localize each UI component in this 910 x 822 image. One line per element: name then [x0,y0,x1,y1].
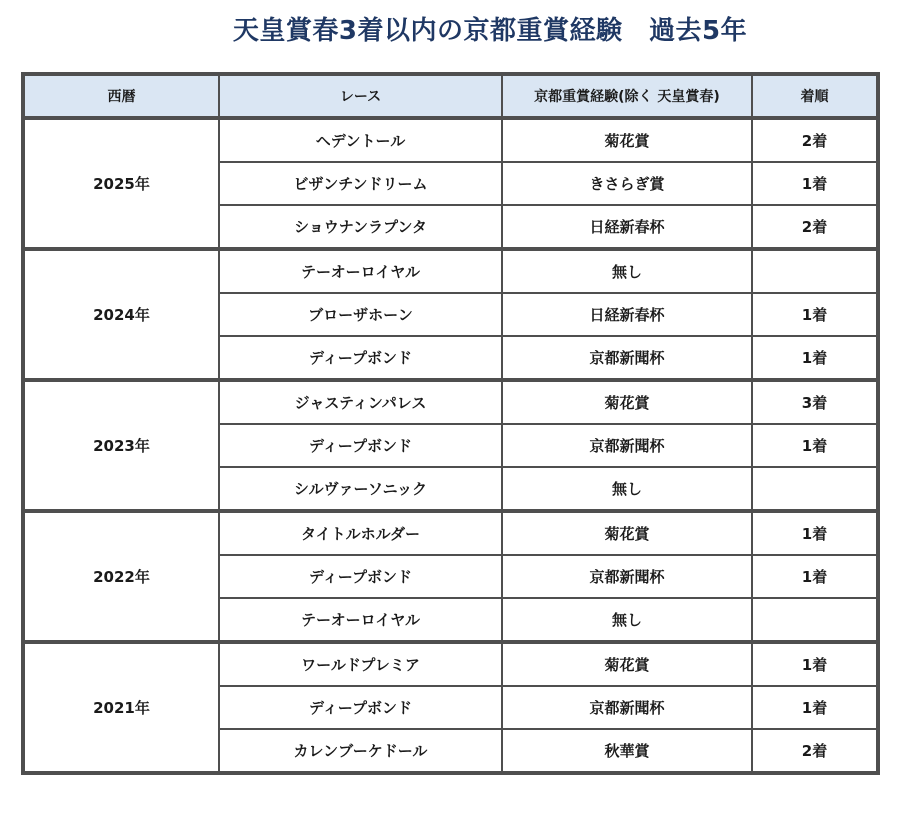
year-cell: 2022年 [23,511,219,642]
finish-cell: 2着 [752,205,878,249]
horse-cell: ブローザホーン [219,293,502,336]
finish-cell: 1着 [752,424,878,467]
experience-cell: 菊花賞 [502,380,752,424]
experience-cell: 菊花賞 [502,642,752,686]
experience-cell: 日経新春杯 [502,205,752,249]
experience-cell: 京都新聞杯 [502,686,752,729]
table-row [23,511,878,555]
table-row [23,249,878,293]
finish-cell: 1着 [752,293,878,336]
table-row [23,118,878,162]
year-cell: 2023年 [23,380,219,511]
horse-cell: ワールドプレミア [219,642,502,686]
horse-cell: ビザンチンドリーム [219,162,502,205]
experience-cell: 京都新聞杯 [502,424,752,467]
results-table [21,72,880,775]
experience-cell: 京都新聞杯 [502,555,752,598]
horse-cell: ディープボンド [219,555,502,598]
header-finish: 着順 [752,74,878,118]
finish-cell: 1着 [752,555,878,598]
finish-cell: 3着 [752,380,878,424]
experience-cell: 無し [502,467,752,511]
horse-cell: テーオーロイヤル [219,249,502,293]
experience-cell: きさらぎ賞 [502,162,752,205]
horse-cell: タイトルホルダー [219,511,502,555]
finish-cell: 1着 [752,642,878,686]
experience-cell: 秋華賞 [502,729,752,773]
year-cell: 2021年 [23,642,219,773]
header-experience: 京都重賞経験(除く 天皇賞春) [502,74,752,118]
finish-cell: 2着 [752,729,878,773]
table-row [23,380,878,424]
finish-cell: 1着 [752,686,878,729]
experience-cell: 無し [502,249,752,293]
header-year: 西暦 [23,74,219,118]
horse-cell: テーオーロイヤル [219,598,502,642]
finish-cell [752,467,878,511]
header-race: レース [219,74,502,118]
horse-cell: カレンブーケドール [219,729,502,773]
finish-cell [752,249,878,293]
horse-cell: ヘデントール [219,118,502,162]
page-title: 天皇賞春3着以内の京都重賞経験 過去5年 [232,16,748,46]
experience-cell: 京都新聞杯 [502,336,752,380]
horse-cell: シルヴァーソニック [219,467,502,511]
year-cell: 2024年 [23,249,219,380]
horse-cell: ディープボンド [219,336,502,380]
finish-cell [752,598,878,642]
finish-cell: 1着 [752,336,878,380]
horse-cell: ディープボンド [219,686,502,729]
finish-cell: 2着 [752,118,878,162]
finish-cell: 1着 [752,511,878,555]
horse-cell: ディープボンド [219,424,502,467]
horse-cell: ショウナンラプンタ [219,205,502,249]
experience-cell: 菊花賞 [502,118,752,162]
experience-cell: 菊花賞 [502,511,752,555]
experience-cell: 日経新春杯 [502,293,752,336]
experience-cell: 無し [502,598,752,642]
year-cell: 2025年 [23,118,219,249]
horse-cell: ジャスティンパレス [219,380,502,424]
finish-cell: 1着 [752,162,878,205]
table-header-row [23,74,878,118]
table-row [23,642,878,686]
